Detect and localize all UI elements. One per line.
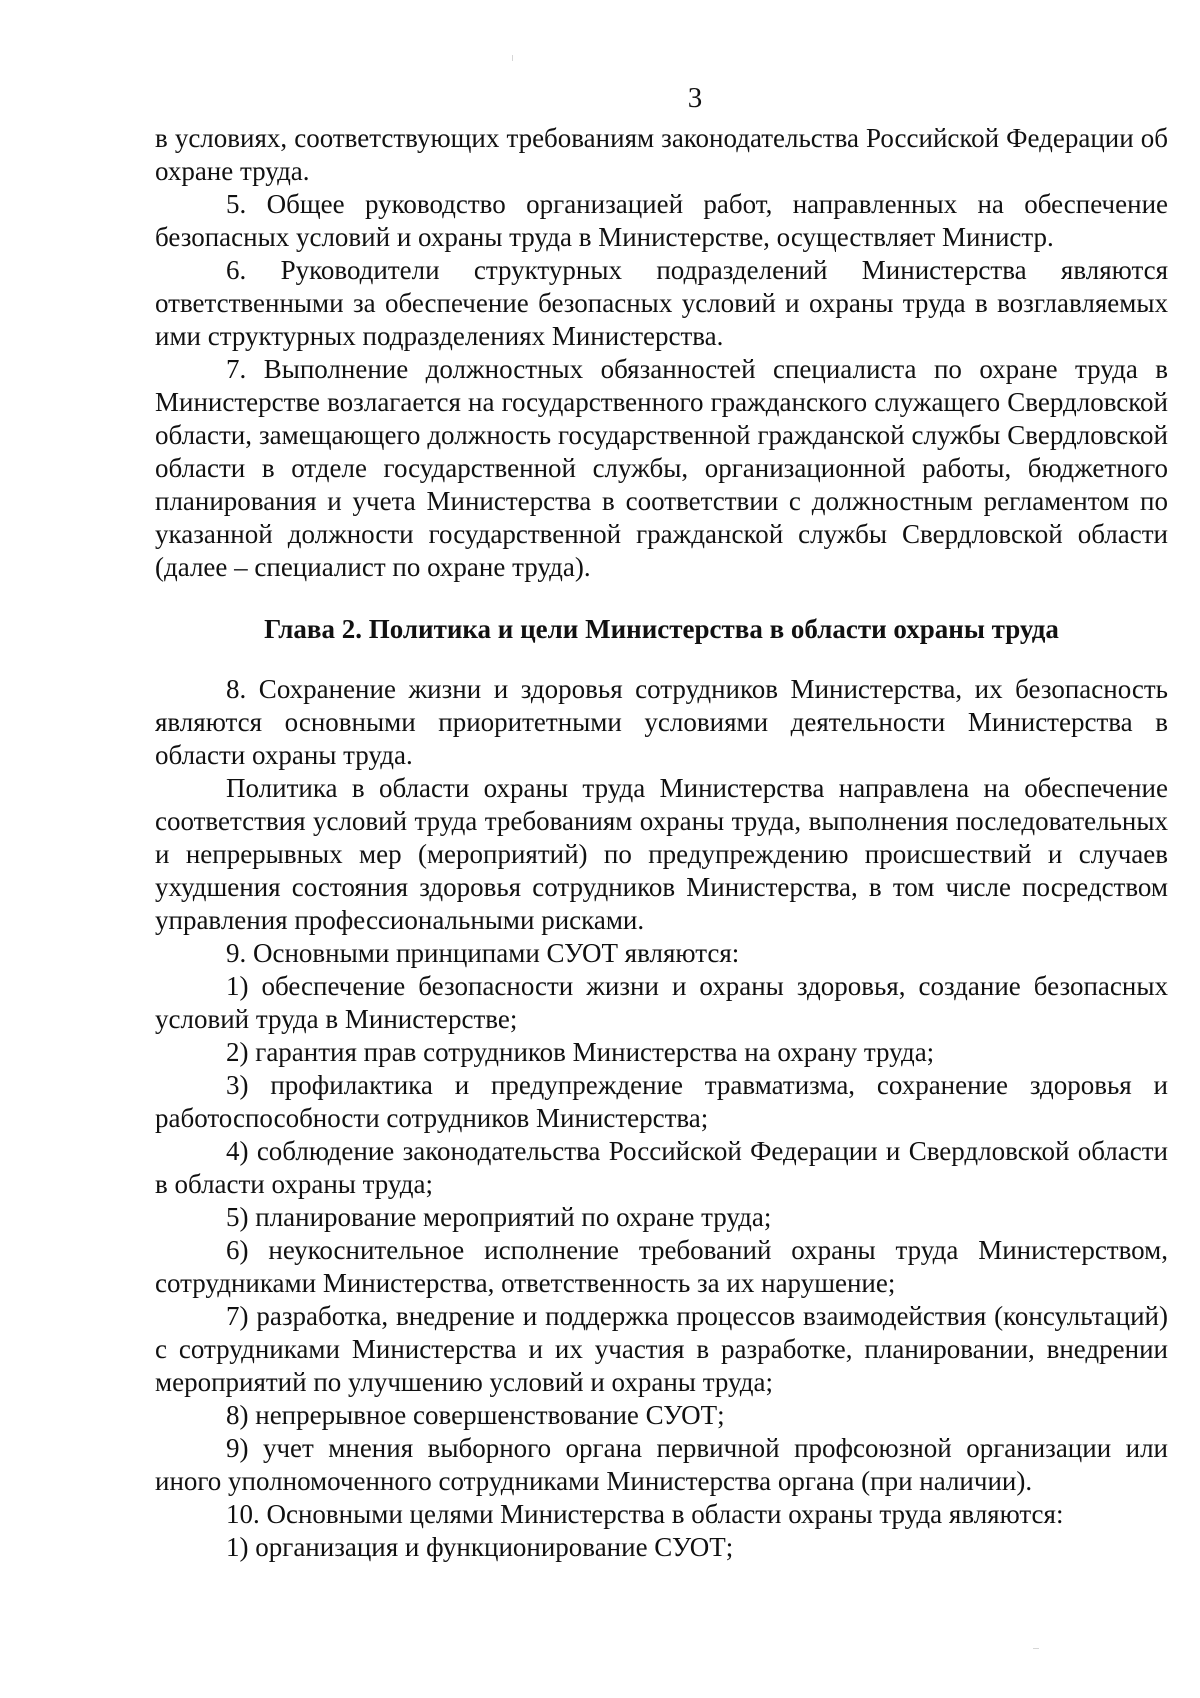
list-item: 8) непрерывное совершенствование СУОТ; xyxy=(226,1400,725,1430)
list-item: 9) учет мнения выборного органа первичной профсоюзной организации или иного уполномоченного сотрудниками Министерства органа (при наличии). xyxy=(155,1433,1168,1496)
list-item: 1) обеспечение безопасности жизни и охраны здоровья, создание безопасных условий труда в Министерстве; xyxy=(155,971,1168,1034)
paragraph-item-10: 10. Основными целями Министерства в области охраны труда являются: xyxy=(226,1499,1064,1529)
list-item: 7) разработка, внедрение и поддержка процессов взаимодействия (консультаций) с сотрудниками Министерства и их участия в разработке, планировании, внедрении мероприятий по улучшению условий и охраны труда; xyxy=(155,1301,1168,1397)
paragraph-item-9: 9. Основными принципами СУОТ являются: xyxy=(226,938,740,968)
paragraph-policy: Политика в области охраны труда Министерства направлена на обеспечение соответствия условий труда требованиям охраны труда, выполнения последовательных и непрерывных мер (мероприятий) по предупреждению происшествий и случаев ухудшения состояния здоровья сотрудников Министерства, в том числе посредством управления профессиональными рисками. xyxy=(155,773,1168,935)
list-item: 6) неукоснительное исполнение требований охраны труда Министерством, сотрудниками Министерства, ответственность за их нарушение; xyxy=(155,1235,1168,1298)
list-item: 3) профилактика и предупреждение травматизма, сохранение здоровья и работоспособности сотрудников Министерства; xyxy=(155,1070,1168,1133)
list-item: 4) соблюдение законодательства Российской Федерации и Свердловской области в области охраны труда; xyxy=(155,1136,1168,1199)
paragraph-item-6: 6. Руководители структурных подразделений Министерства являются ответственными за обеспечение безопасных условий и охраны труда в возглавляемых ими структурных подразделениях Министерства. xyxy=(155,255,1168,351)
scan-speck xyxy=(1033,1648,1039,1649)
chapter-heading: Глава 2. Политика и цели Министерства в области охраны труда xyxy=(264,614,1059,644)
list-item: 2) гарантия прав сотрудников Министерства на охрану труда; xyxy=(226,1037,935,1067)
paragraph-item-8: 8. Сохранение жизни и здоровья сотрудников Министерства, их безопасность являются основными приоритетными условиями деятельности Министерства в области охраны труда. xyxy=(155,674,1168,770)
scan-speck xyxy=(512,55,513,61)
document-body xyxy=(155,122,1168,1564)
paragraph-item-7: 7. Выполнение должностных обязанностей специалиста по охране труда в Министерстве возлагается на государственного гражданского служащего Свердловской области, замещающего должность государственной гражданской службы Свердловской области в отделе государственной службы, организационной работы, бюджетного планирования и учета Министерства в соответствии с должностным регламентом по указанной должности государственной гражданской службы Свердловской области (далее – специалист по охране труда). xyxy=(155,354,1168,582)
list-item: 1) организация и функционирование СУОТ; xyxy=(226,1532,734,1562)
paragraph-continuation: в условиях, соответствующих требованиям законодательства Российской Федерации об охране труда. xyxy=(155,123,1168,186)
list-item: 5) планирование мероприятий по охране труда; xyxy=(226,1202,772,1232)
paragraph-item-5: 5. Общее руководство организацией работ, направленных на обеспечение безопасных условий и охраны труда в Министерстве, осуществляет Министр. xyxy=(155,189,1168,252)
page-number: 3 xyxy=(687,82,703,114)
